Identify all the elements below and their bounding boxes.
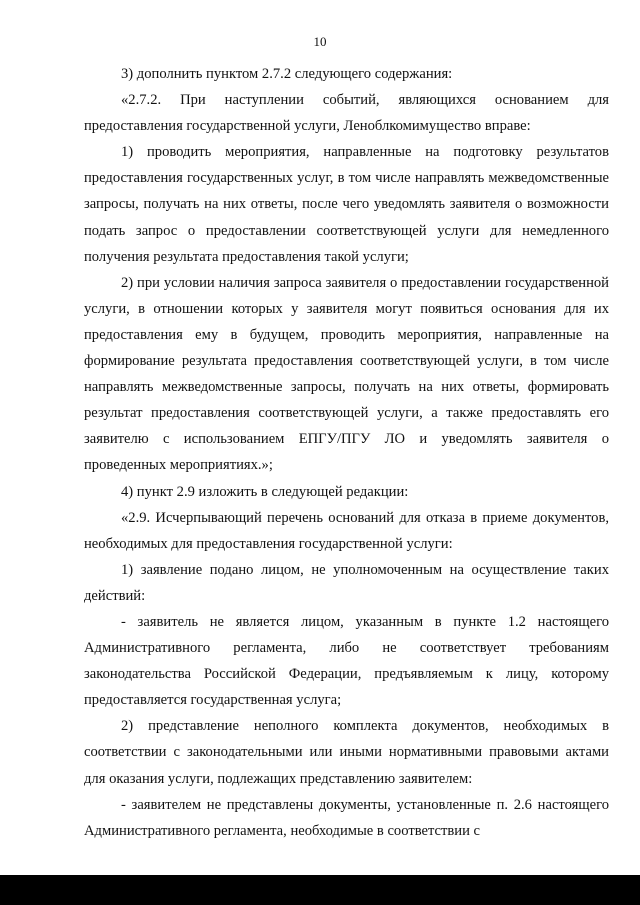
paragraph: - заявителем не представлены документы, установленные п. 2.6 настоящего Административного регламента, необходимые в соответствии с xyxy=(84,796,609,839)
scan-border xyxy=(0,875,640,905)
paragraph: 3) дополнить пунктом 2.7.2 следующего содержания: xyxy=(121,66,453,82)
paragraph: 2) представление неполного комплекта документов, необходимых в соответствии с законодательными или иными нормативными правовыми актами для оказания услуги, подлежащих представлению заявителем: xyxy=(84,718,609,787)
page-number: 10 xyxy=(313,34,327,49)
paragraph: 2) при условии наличия запроса заявителя о предоставлении государственной услуги, в отношении которых у заявителя могут появиться основания для их предоставления ему в будущем, проводить мероприятия, направленные на формирование результата предоставления соответствующей услуги, в том числе направлять межведомственные запросы, получать на них ответы, формировать результат предоставления соответствующей услуги, а также предоставлять его заявителю с использованием ЕПГУ/ПГУ ЛО и уведомлять заявителя о проведенных мероприятиях.»; xyxy=(84,274,609,474)
paragraph: «2.9. Исчерпывающий перечень оснований для отказа в приеме документов, необходимых для предоставления государственной услуги: xyxy=(84,509,609,552)
paragraph: «2.7.2. При наступлении событий, являющихся основанием для предоставления государственной услуги, Ленoблкомимущество вправе: xyxy=(84,92,609,135)
paragraph: - заявитель не является лицом, указанным в пункте 1.2 настоящего Административного регламента, либо не соответствует требованиям законодательства Российской Федерации, предъявляемым к лицу, которому предоставляется государственная услуга; xyxy=(84,613,609,709)
document-body xyxy=(84,61,609,844)
paragraph: 1) заявление подано лицом, не уполномоченным на осуществление таких действий: xyxy=(84,561,609,604)
paragraph: 1) проводить мероприятия, направленные на подготовку результатов предоставления государственных услуг, в том числе направлять межведомственные запросы, получать на них ответы, после чего уведомлять заявителя о возможности подать запрос о предоставлении соответствующей услуги для немедленного получения результата предоставления такой услуги; xyxy=(84,144,609,265)
paragraph: 4) пункт 2.9 изложить в следующей редакции: xyxy=(121,483,409,500)
